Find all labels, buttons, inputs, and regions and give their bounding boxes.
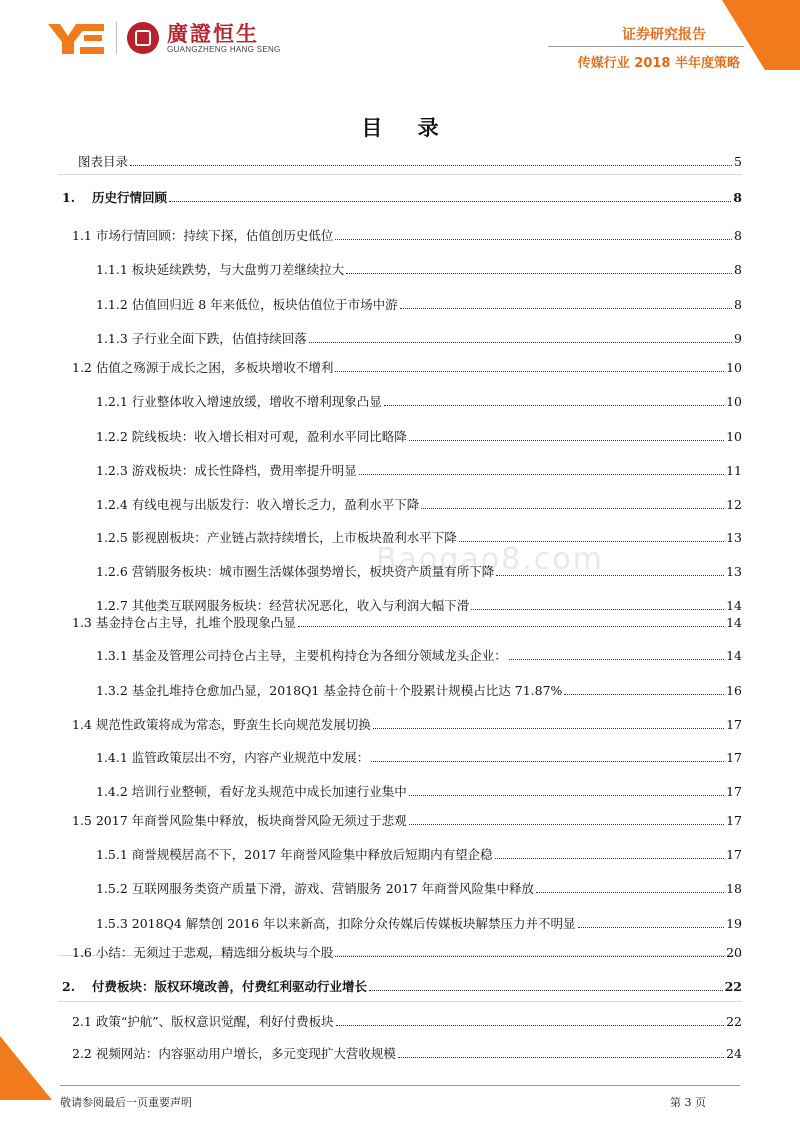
- toc-entry[interactable]: [96, 295, 742, 313]
- toc-separator: [58, 1001, 742, 1002]
- toc-entry-title: 1.2.7 其他类互联网服务板块：经营状况恶化，收入与利润大幅下滑: [96, 598, 470, 613]
- toc-entry-title: 1.2.6 营销服务板块：城市圈生活媒体强势增长，板块资产质量有所下降: [96, 564, 495, 579]
- toc-dot-leader: [509, 659, 724, 660]
- toc-dot-leader: [335, 956, 724, 957]
- toc-entry-page: 8: [734, 262, 742, 277]
- toc-entry-title: 1.5.2 互联网服务类资产质量下滑，游戏、营销服务 2017 年商誉风险集中释放: [96, 881, 535, 896]
- toc-entry[interactable]: [96, 879, 742, 897]
- toc-entry[interactable]: [72, 613, 742, 631]
- toc-entry[interactable]: [96, 528, 742, 546]
- toc-entry-title: 付费板块：版权环境改善，付费红利驱动行业增长: [92, 979, 368, 994]
- brand-logo: [46, 18, 281, 58]
- toc-entry[interactable]: [62, 977, 742, 995]
- toc-title: 目 录: [361, 115, 453, 140]
- watermark: Baogao8.com: [376, 542, 604, 577]
- toc-entry-page: 13: [726, 530, 742, 545]
- toc-entry-title: 1.1.2 估值回归近 8 年来低位，板块估值位于市场中游: [96, 297, 398, 312]
- toc-entry[interactable]: [96, 329, 742, 347]
- logo-divider: [116, 22, 117, 54]
- toc-entry-page: 22: [726, 1014, 742, 1029]
- toc-entry[interactable]: [96, 495, 742, 513]
- toc-dot-leader: [130, 165, 732, 166]
- header-divider: [548, 46, 744, 47]
- toc-entry-title: 1.4 规范性政策将成为常态，野蛮生长向规范发展切换: [72, 717, 371, 732]
- toc-entry[interactable]: [72, 226, 742, 244]
- toc-dot-leader: [398, 1057, 724, 1058]
- toc-entry[interactable]: [96, 596, 742, 614]
- toc-entry[interactable]: [72, 715, 742, 733]
- toc-dot-leader: [496, 575, 724, 576]
- toc-entry-page: 17: [726, 813, 742, 828]
- toc-entry-number: 1.: [62, 190, 76, 205]
- toc-entry[interactable]: [96, 748, 742, 766]
- toc-dot-leader: [409, 795, 724, 796]
- toc-entry-page: 10: [726, 360, 742, 375]
- toc-dot-leader: [169, 201, 731, 202]
- toc-entry-number: 2.: [62, 979, 76, 994]
- footer-disclaimer: 敬请参阅最后一页重要声明: [60, 1096, 192, 1109]
- report-subtitle: 传媒行业 2018 半年度策略: [577, 56, 740, 71]
- toc-dot-leader: [471, 609, 724, 610]
- toc-entry-title: 1.2 估值之殇源于成长之困，多板块增收不增利: [72, 360, 334, 375]
- toc-dot-leader: [536, 892, 724, 893]
- toc-entry-page: 18: [726, 881, 742, 896]
- toc-entry-title: 1.2.3 游戏板块：成长性降档，费用率提升明显: [96, 463, 357, 478]
- toc-entry-title: 1.4.2 培训行业整顿，看好龙头规范中成长加速行业集中: [96, 784, 407, 799]
- toc-entry-page: 14: [726, 598, 742, 613]
- toc-entry-title: 1.5 2017 年商誉风险集中释放，板块商誉风险无须过于悲观: [72, 813, 407, 828]
- toc-separator: [58, 174, 742, 175]
- toc-dot-leader: [373, 728, 724, 729]
- toc-entry-title: 1.2.4 有线电视与出版发行：收入增长乏力，盈利水平下降: [96, 497, 420, 512]
- toc-entry-title: 1.5.1 商誉规模居高不下，2017 年商誉风险集中释放后短期内有望企稳: [96, 847, 493, 862]
- toc-entry-page: 14: [726, 648, 742, 663]
- toc-entry-title: 1.4.1 监管政策层出不穷，内容产业规范中发展：: [96, 750, 370, 765]
- logo-english-name: GUANGZHENG HANG SENG: [167, 44, 281, 54]
- toc-entry-page: 19: [726, 916, 742, 931]
- toc-entry[interactable]: [72, 1012, 742, 1030]
- toc-entry-title: 历史行情回顾: [92, 190, 168, 205]
- toc-entry-page: 9: [734, 331, 742, 346]
- toc-dot-leader: [400, 308, 732, 309]
- toc-dot-leader: [564, 694, 724, 695]
- toc-entry[interactable]: [78, 152, 742, 170]
- toc-entry-page: 24: [726, 1046, 742, 1061]
- toc-entry[interactable]: [96, 461, 742, 479]
- toc-dot-leader: [459, 541, 724, 542]
- corner-accent-bottom-left: [0, 1036, 52, 1100]
- toc-entry-title: 2.1 政策“护航”、版权意识觉醒，利好付费板块: [72, 1014, 334, 1029]
- toc-entry[interactable]: [96, 845, 742, 863]
- toc-entry-title: 1.3.2 基金扎堆持仓愈加凸显，2018Q1 基金持仓前十个股累计规模占比达 71.87%: [96, 683, 563, 698]
- toc-entry-title: 1.5.3 2018Q4 解禁创 2016 年以来新高，扣除分众传媒后传媒板块解禁压力并不明显: [96, 916, 576, 931]
- toc-dot-leader: [409, 440, 724, 441]
- toc-entry-page: 10: [726, 429, 742, 444]
- toc-entry[interactable]: [96, 646, 742, 664]
- toc-entry-page: 16: [726, 683, 742, 698]
- toc-dot-leader: [335, 371, 724, 372]
- toc-entry[interactable]: [96, 260, 742, 278]
- toc-entry[interactable]: [96, 681, 742, 699]
- toc-dot-leader: [359, 474, 724, 475]
- toc-entry-title: 图表目录: [78, 154, 129, 169]
- toc-entry[interactable]: [96, 562, 742, 580]
- toc-entry-title: 1.3 基金持仓占主导，扎堆个股现象凸显: [72, 615, 296, 630]
- toc-entry[interactable]: [72, 1044, 742, 1062]
- toc-entry-page: 5: [734, 154, 742, 169]
- toc-entry-page: 11: [726, 463, 742, 478]
- toc-entry[interactable]: [72, 943, 742, 961]
- toc-entry-title: 1.2.2 院线板块：收入增长相对可观，盈利水平同比略降: [96, 429, 407, 444]
- toc-entry[interactable]: [72, 358, 742, 376]
- page-number: 第 3 页: [670, 1096, 706, 1109]
- toc-entry-page: 10: [726, 394, 742, 409]
- toc-entry-title: 1.3.1 基金及管理公司持仓占主导，主要机构持仓为各细分领域龙头企业：: [96, 648, 507, 663]
- toc-entry-title: 1.2.1 行业整体收入增速放缓，增收不增利现象凸显: [96, 394, 382, 409]
- toc-dot-leader: [371, 761, 724, 762]
- toc-entry-page: 22: [724, 979, 742, 994]
- toc-entry-page: 8: [733, 190, 742, 205]
- toc-dot-leader: [346, 273, 732, 274]
- toc-entry-page: 14: [726, 615, 742, 630]
- footer-divider: [60, 1085, 740, 1086]
- toc-entry-title: 2.2 视频网站：内容驱动用户增长，多元变现扩大营收规模: [72, 1046, 396, 1061]
- toc-dot-leader: [298, 626, 724, 627]
- toc-entry-page: 17: [726, 717, 742, 732]
- toc-entry[interactable]: [96, 427, 742, 445]
- toc-entry-page: 13: [726, 564, 742, 579]
- toc-dot-leader: [369, 990, 723, 991]
- report-type: 证券研究报告: [622, 27, 706, 43]
- logo-chinese-name: 廣證恒生: [167, 21, 259, 46]
- toc-entry-title: 1.2.5 影视剧板块：产业链占款持续增长，上市板块盈利水平下降: [96, 530, 457, 545]
- toc-entry-page: 17: [726, 750, 742, 765]
- toc-entry-title: 1.1.3 子行业全面下跌，估值持续回落: [96, 331, 307, 346]
- toc-dot-leader: [309, 342, 732, 343]
- toc-entry[interactable]: [72, 811, 742, 829]
- toc-dot-leader: [495, 858, 725, 859]
- toc-dot-leader: [384, 405, 724, 406]
- ye-logo-icon: [46, 18, 108, 58]
- toc-entry-page: 20: [726, 945, 742, 960]
- toc-entry[interactable]: [96, 392, 742, 410]
- seal-icon: [127, 22, 159, 54]
- toc-entry-title: 1.1 市场行情回顾：持续下探，估值创历史低位: [72, 228, 334, 243]
- toc-entry-title: 1.1.1 板块延续跌势，与大盘剪刀差继续拉大: [96, 262, 345, 277]
- toc-dot-leader: [578, 927, 725, 928]
- toc-dot-leader: [421, 508, 724, 509]
- toc-entry-page: 8: [734, 297, 742, 312]
- toc-entry[interactable]: [96, 782, 742, 800]
- toc-entry[interactable]: [62, 188, 742, 206]
- toc-entry-title: 1.6 小结：无须过于悲观，精选细分板块与个股: [72, 945, 334, 960]
- toc-entry-page: 17: [726, 847, 742, 862]
- toc-dot-leader: [409, 824, 724, 825]
- toc-entry-page: 12: [726, 497, 742, 512]
- toc-entry-page: 17: [726, 784, 742, 799]
- toc-dot-leader: [336, 1025, 724, 1026]
- toc-dot-leader: [335, 239, 732, 240]
- toc-entry-page: 8: [734, 228, 742, 243]
- toc-entry[interactable]: [96, 914, 742, 932]
